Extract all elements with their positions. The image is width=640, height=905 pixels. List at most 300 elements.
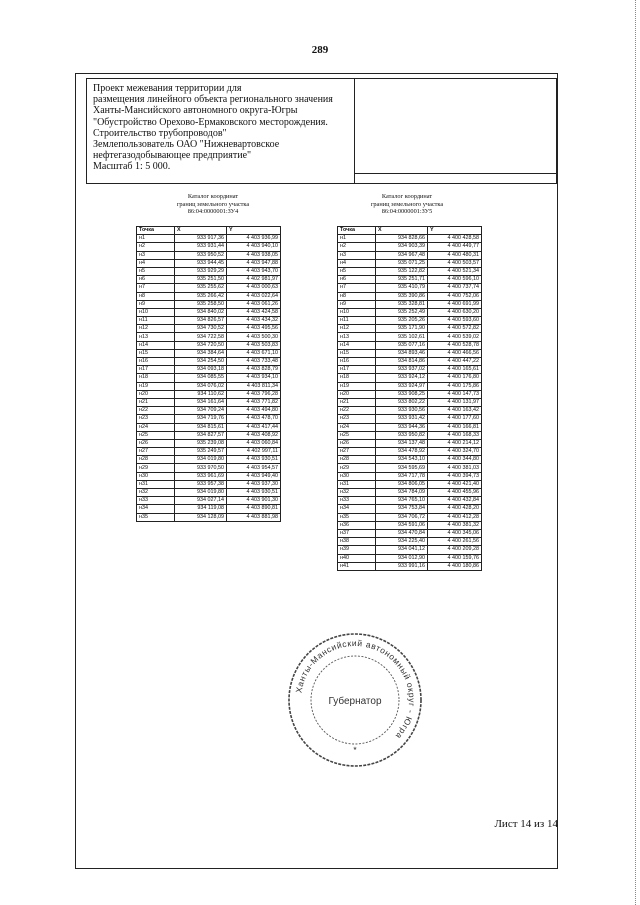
cell-point: н8 bbox=[338, 292, 376, 300]
cell-x: 933 924,12 bbox=[376, 374, 428, 382]
cell-point: н6 bbox=[338, 276, 376, 284]
cell-point: н17 bbox=[137, 366, 175, 374]
cell-point: н7 bbox=[338, 284, 376, 292]
cell-y: 4 403 937,30 bbox=[227, 480, 281, 488]
table-row bbox=[137, 448, 281, 456]
table-row bbox=[137, 366, 281, 374]
cell-x: 935 102,61 bbox=[376, 333, 428, 341]
table-row bbox=[137, 276, 281, 284]
cell-y: 4 400 345,06 bbox=[428, 529, 482, 537]
caption-line: 86:04:0000001:ЗУ5 bbox=[381, 208, 433, 216]
cell-point: н28 bbox=[137, 456, 175, 464]
cell-y: 4 400 261,56 bbox=[428, 538, 482, 546]
cell-x: 934 595,69 bbox=[376, 464, 428, 472]
cell-x: 933 917,36 bbox=[175, 235, 227, 243]
cell-x: 934 730,52 bbox=[175, 325, 227, 333]
header-y: Y bbox=[428, 227, 482, 235]
cell-y: 4 400 521,34 bbox=[428, 267, 482, 275]
cell-point: н27 bbox=[137, 448, 175, 456]
cell-point: н7 bbox=[137, 284, 175, 292]
cell-point: н38 bbox=[338, 538, 376, 546]
cell-x: 933 970,50 bbox=[175, 464, 227, 472]
cell-x: 934 720,50 bbox=[175, 341, 227, 349]
table-row bbox=[338, 423, 482, 431]
table-row bbox=[137, 374, 281, 382]
cell-y: 4 400 449,77 bbox=[428, 243, 482, 251]
cell-point: н17 bbox=[338, 366, 376, 374]
cell-y: 4 400 180,86 bbox=[428, 562, 482, 570]
table-row bbox=[338, 448, 482, 456]
cell-x: 934 591,06 bbox=[376, 521, 428, 529]
cell-y: 4 403 949,40 bbox=[227, 472, 281, 480]
cell-point: н30 bbox=[137, 472, 175, 480]
cell-point: н23 bbox=[338, 415, 376, 423]
cell-point: н35 bbox=[338, 513, 376, 521]
cell-point: н31 bbox=[137, 480, 175, 488]
table-row bbox=[137, 390, 281, 398]
cell-y: 4 400 421,40 bbox=[428, 480, 482, 488]
table-row bbox=[137, 292, 281, 300]
cell-point: н14 bbox=[137, 341, 175, 349]
table-row bbox=[338, 292, 482, 300]
cell-x: 935 255,62 bbox=[175, 284, 227, 292]
cell-point: н1 bbox=[137, 235, 175, 243]
table-row bbox=[137, 423, 281, 431]
table-row bbox=[338, 317, 482, 325]
cell-x: 934 814,86 bbox=[376, 358, 428, 366]
cell-x: 935 410,79 bbox=[376, 284, 428, 292]
cell-x: 934 093,18 bbox=[175, 366, 227, 374]
cell-y: 4 403 424,58 bbox=[227, 308, 281, 316]
title-line: Проект межевания территории для bbox=[93, 83, 242, 94]
cell-x: 933 802,22 bbox=[376, 398, 428, 406]
cell-point: н5 bbox=[338, 267, 376, 275]
cell-point: н34 bbox=[338, 505, 376, 513]
table-row bbox=[137, 407, 281, 415]
cell-point: н26 bbox=[137, 439, 175, 447]
cell-y: 4 400 168,33 bbox=[428, 431, 482, 439]
cell-y: 4 403 828,79 bbox=[227, 366, 281, 374]
cell-x: 934 470,84 bbox=[376, 529, 428, 537]
table-row bbox=[137, 341, 281, 349]
table-row bbox=[137, 382, 281, 390]
table-row bbox=[338, 349, 482, 357]
table-row bbox=[137, 464, 281, 472]
cell-point: н16 bbox=[338, 358, 376, 366]
cell-y: 4 400 447,22 bbox=[428, 358, 482, 366]
table-row bbox=[338, 407, 482, 415]
table-row bbox=[137, 398, 281, 406]
table-header-row bbox=[137, 227, 281, 235]
table-row bbox=[338, 276, 482, 284]
cell-y: 4 403 061,26 bbox=[227, 300, 281, 308]
cell-point: н18 bbox=[137, 374, 175, 382]
cell-point: н21 bbox=[137, 398, 175, 406]
cell-point: н9 bbox=[137, 300, 175, 308]
cell-y: 4 403 930,51 bbox=[227, 456, 281, 464]
cell-point: н19 bbox=[137, 382, 175, 390]
coordinate-table-left bbox=[136, 226, 281, 522]
table-row bbox=[338, 267, 482, 275]
cell-x: 934 753,84 bbox=[376, 505, 428, 513]
table-row bbox=[137, 243, 281, 251]
cell-point: н2 bbox=[338, 243, 376, 251]
cell-y: 4 400 572,82 bbox=[428, 325, 482, 333]
governor-seal-stamp bbox=[285, 630, 425, 770]
cell-point: н3 bbox=[338, 251, 376, 259]
table-row bbox=[137, 308, 281, 316]
table-row bbox=[137, 439, 281, 447]
cell-point: н32 bbox=[338, 489, 376, 497]
cell-point: н29 bbox=[137, 464, 175, 472]
cell-y: 4 403 417,44 bbox=[227, 423, 281, 431]
cell-point: н13 bbox=[338, 333, 376, 341]
cell-point: н19 bbox=[338, 382, 376, 390]
table-row bbox=[338, 398, 482, 406]
table-row bbox=[338, 497, 482, 505]
cell-x: 934 717,78 bbox=[376, 472, 428, 480]
cell-point: н11 bbox=[338, 317, 376, 325]
table-row bbox=[338, 259, 482, 267]
table-row bbox=[137, 325, 281, 333]
cell-point: н24 bbox=[338, 423, 376, 431]
cell-x: 934 012,90 bbox=[376, 554, 428, 562]
cell-point: н25 bbox=[137, 431, 175, 439]
title-line: Ханты-Мансийского автономного округа-Югры bbox=[93, 105, 298, 117]
cell-y: 4 400 593,60 bbox=[428, 317, 482, 325]
cell-x: 935 328,81 bbox=[376, 300, 428, 308]
cell-point: н33 bbox=[137, 497, 175, 505]
cell-y: 4 400 147,73 bbox=[428, 390, 482, 398]
caption-line: 86:04:0000001:ЗУ4 bbox=[187, 208, 239, 216]
cell-point: н20 bbox=[338, 390, 376, 398]
cell-y: 4 400 752,06 bbox=[428, 292, 482, 300]
cell-x: 933 929,29 bbox=[175, 267, 227, 275]
cell-point: н14 bbox=[338, 341, 376, 349]
cell-x: 934 893,46 bbox=[376, 349, 428, 357]
cell-y: 4 400 166,81 bbox=[428, 423, 482, 431]
cell-x: 933 931,44 bbox=[175, 243, 227, 251]
cell-point: н10 bbox=[338, 308, 376, 316]
table-row bbox=[338, 390, 482, 398]
cell-y: 4 403 494,80 bbox=[227, 407, 281, 415]
cell-x: 933 930,56 bbox=[376, 407, 428, 415]
cell-y: 4 403 000,63 bbox=[227, 284, 281, 292]
cell-y: 4 403 947,88 bbox=[227, 259, 281, 267]
cell-point: н22 bbox=[137, 407, 175, 415]
cell-y: 4 403 954,57 bbox=[227, 464, 281, 472]
cell-x: 934 827,57 bbox=[175, 431, 227, 439]
cell-y: 4 403 901,30 bbox=[227, 497, 281, 505]
table-row bbox=[338, 480, 482, 488]
sheet-label: Лист 14 из 14 bbox=[494, 818, 558, 830]
cell-point: н20 bbox=[137, 390, 175, 398]
cell-x: 934 254,50 bbox=[175, 358, 227, 366]
cell-x: 935 077,16 bbox=[376, 341, 428, 349]
cell-y: 4 403 434,32 bbox=[227, 317, 281, 325]
title-blank-area bbox=[355, 79, 556, 183]
table-row bbox=[137, 358, 281, 366]
cell-x: 934 119,08 bbox=[175, 505, 227, 513]
cell-y: 4 400 131,97 bbox=[428, 398, 482, 406]
cell-y: 4 403 940,10 bbox=[227, 243, 281, 251]
cell-point: н10 bbox=[137, 308, 175, 316]
cell-x: 933 908,25 bbox=[376, 390, 428, 398]
table-row bbox=[137, 513, 281, 521]
cell-point: н18 bbox=[338, 374, 376, 382]
cell-x: 934 137,48 bbox=[376, 439, 428, 447]
table-row bbox=[338, 431, 482, 439]
cell-x: 933 944,45 bbox=[175, 259, 227, 267]
table-row bbox=[137, 415, 281, 423]
cell-y: 4 400 176,80 bbox=[428, 374, 482, 382]
cell-point: н21 bbox=[338, 398, 376, 406]
cell-y: 4 400 466,56 bbox=[428, 349, 482, 357]
cell-x: 933 950,82 bbox=[376, 431, 428, 439]
catalog-caption-left bbox=[138, 193, 288, 216]
cell-x: 935 249,57 bbox=[175, 448, 227, 456]
cell-y: 4 403 495,56 bbox=[227, 325, 281, 333]
catalog-caption-right bbox=[332, 193, 482, 216]
cell-y: 4 403 500,30 bbox=[227, 333, 281, 341]
cell-y: 4 400 159,76 bbox=[428, 554, 482, 562]
cell-x: 933 931,42 bbox=[376, 415, 428, 423]
cell-x: 934 709,24 bbox=[175, 407, 227, 415]
cell-y: 4 403 938,05 bbox=[227, 251, 281, 259]
cell-point: н5 bbox=[137, 267, 175, 275]
cell-point: н37 bbox=[338, 529, 376, 537]
cell-x: 934 384,64 bbox=[175, 349, 227, 357]
cell-point: н4 bbox=[137, 259, 175, 267]
table-row bbox=[338, 382, 482, 390]
cell-x: 934 543,10 bbox=[376, 456, 428, 464]
cell-x: 934 826,57 bbox=[175, 317, 227, 325]
cell-y: 4 403 060,84 bbox=[227, 439, 281, 447]
cell-y: 4 400 177,60 bbox=[428, 415, 482, 423]
cell-point: н39 bbox=[338, 546, 376, 554]
header-x: X bbox=[376, 227, 428, 235]
cell-point: н2 bbox=[137, 243, 175, 251]
cell-y: 4 400 165,61 bbox=[428, 366, 482, 374]
table-row bbox=[338, 358, 482, 366]
cell-x: 934 828,66 bbox=[376, 235, 428, 243]
table-row bbox=[338, 489, 482, 497]
cell-y: 4 402 997,11 bbox=[227, 448, 281, 456]
cell-y: 4 403 408,92 bbox=[227, 431, 281, 439]
cell-x: 935 266,42 bbox=[175, 292, 227, 300]
cell-x: 934 161,64 bbox=[175, 398, 227, 406]
cell-point: н12 bbox=[137, 325, 175, 333]
cell-y: 4 403 936,99 bbox=[227, 235, 281, 243]
cell-x: 934 027,14 bbox=[175, 497, 227, 505]
table-row bbox=[338, 341, 482, 349]
table-row bbox=[137, 505, 281, 513]
title-line: Строительство трубопроводов" bbox=[93, 127, 227, 139]
cell-y: 4 403 796,28 bbox=[227, 390, 281, 398]
cell-x: 935 171,90 bbox=[376, 325, 428, 333]
cell-point: н30 bbox=[338, 472, 376, 480]
header-y: Y bbox=[227, 227, 281, 235]
cell-point: н41 bbox=[338, 562, 376, 570]
cell-y: 4 400 455,96 bbox=[428, 489, 482, 497]
cell-point: н35 bbox=[137, 513, 175, 521]
cell-y: 4 400 412,28 bbox=[428, 513, 482, 521]
cell-point: н33 bbox=[338, 497, 376, 505]
cell-y: 4 400 209,28 bbox=[428, 546, 482, 554]
table-row bbox=[338, 562, 482, 570]
cell-y: 4 400 737,74 bbox=[428, 284, 482, 292]
cell-point: н29 bbox=[338, 464, 376, 472]
cell-y: 4 403 478,70 bbox=[227, 415, 281, 423]
cell-y: 4 403 890,81 bbox=[227, 505, 281, 513]
table-row bbox=[137, 317, 281, 325]
cell-point: н16 bbox=[137, 358, 175, 366]
cell-point: н34 bbox=[137, 505, 175, 513]
table-row bbox=[137, 251, 281, 259]
table-row bbox=[137, 235, 281, 243]
cell-x: 934 225,40 bbox=[376, 538, 428, 546]
cell-y: 4 400 344,80 bbox=[428, 456, 482, 464]
cell-y: 4 400 163,42 bbox=[428, 407, 482, 415]
cell-x: 934 478,92 bbox=[376, 448, 428, 456]
table-row bbox=[338, 538, 482, 546]
cell-x: 935 122,82 bbox=[376, 267, 428, 275]
cell-x: 934 840,02 bbox=[175, 308, 227, 316]
cell-point: н28 bbox=[338, 456, 376, 464]
table-row bbox=[338, 308, 482, 316]
title-text bbox=[87, 79, 355, 183]
cell-y: 4 400 596,10 bbox=[428, 276, 482, 284]
cell-x: 934 806,05 bbox=[376, 480, 428, 488]
table-row bbox=[338, 521, 482, 529]
table-row bbox=[338, 333, 482, 341]
cell-point: н40 bbox=[338, 554, 376, 562]
cell-y: 4 400 432,84 bbox=[428, 497, 482, 505]
seal-ring-text: Ханты-Мансийский автономный округ - Югра bbox=[293, 637, 418, 742]
table-row bbox=[338, 456, 482, 464]
cell-y: 4 400 630,20 bbox=[428, 308, 482, 316]
table-row bbox=[137, 259, 281, 267]
page-edge-mark bbox=[635, 0, 638, 905]
cell-point: н12 bbox=[338, 325, 376, 333]
caption-line: границ земельного участка bbox=[176, 200, 250, 208]
table-row bbox=[338, 554, 482, 562]
table-row bbox=[338, 366, 482, 374]
cell-x: 934 019,80 bbox=[175, 489, 227, 497]
table-row bbox=[338, 325, 482, 333]
title-line: Землепользователь ОАО "Нижневартовское bbox=[93, 139, 280, 151]
cell-y: 4 403 934,10 bbox=[227, 374, 281, 382]
cell-y: 4 400 324,70 bbox=[428, 448, 482, 456]
table-header-row bbox=[338, 227, 482, 235]
cell-y: 4 403 771,82 bbox=[227, 398, 281, 406]
coordinate-table-right bbox=[337, 226, 482, 571]
cell-y: 4 403 881,98 bbox=[227, 513, 281, 521]
cell-x: 935 071,25 bbox=[376, 259, 428, 267]
cell-y: 4 403 022,64 bbox=[227, 292, 281, 300]
cell-point: н4 bbox=[338, 259, 376, 267]
table-row bbox=[338, 300, 482, 308]
cell-y: 4 400 381,03 bbox=[428, 464, 482, 472]
seal-star-icon: ★ bbox=[352, 747, 358, 752]
table-row bbox=[137, 456, 281, 464]
cell-x: 934 722,58 bbox=[175, 333, 227, 341]
cell-y: 4 403 943,70 bbox=[227, 267, 281, 275]
header-x: X bbox=[175, 227, 227, 235]
cell-y: 4 403 733,48 bbox=[227, 358, 281, 366]
cell-point: н36 bbox=[338, 521, 376, 529]
header-point: Точка bbox=[338, 227, 376, 235]
cell-x: 934 110,62 bbox=[175, 390, 227, 398]
table-row bbox=[338, 243, 482, 251]
header-point: Точка bbox=[137, 227, 175, 235]
cell-y: 4 400 503,57 bbox=[428, 259, 482, 267]
table-row bbox=[137, 497, 281, 505]
cell-x: 934 903,39 bbox=[376, 243, 428, 251]
title-line: нефтегазодобывающее предприятие" bbox=[93, 150, 252, 162]
cell-point: н32 bbox=[137, 489, 175, 497]
title-line: Масштаб 1: 5 000. bbox=[93, 161, 171, 173]
title-line: "Обустройство Орехово-Ермаковского месторождения. bbox=[93, 116, 328, 128]
cell-x: 933 950,52 bbox=[175, 251, 227, 259]
cell-point: н8 bbox=[137, 292, 175, 300]
cell-x: 935 258,50 bbox=[175, 300, 227, 308]
cell-y: 4 400 214,12 bbox=[428, 439, 482, 447]
cell-x: 934 765,10 bbox=[376, 497, 428, 505]
cell-x: 935 205,26 bbox=[376, 317, 428, 325]
table-row bbox=[137, 267, 281, 275]
cell-x: 934 041,12 bbox=[376, 546, 428, 554]
cell-point: н6 bbox=[137, 276, 175, 284]
cell-x: 933 991,16 bbox=[376, 562, 428, 570]
cell-y: 4 403 930,51 bbox=[227, 489, 281, 497]
cell-x: 933 944,36 bbox=[376, 423, 428, 431]
cell-x: 933 924,97 bbox=[376, 382, 428, 390]
cell-x: 934 719,76 bbox=[175, 415, 227, 423]
cell-y: 4 403 671,10 bbox=[227, 349, 281, 357]
caption-line: границ земельного участка bbox=[370, 200, 444, 208]
cell-y: 4 400 175,86 bbox=[428, 382, 482, 390]
table-row bbox=[338, 505, 482, 513]
cell-x: 934 815,61 bbox=[175, 423, 227, 431]
cell-y: 4 400 394,73 bbox=[428, 472, 482, 480]
table-row bbox=[137, 472, 281, 480]
cell-y: 4 402 981,97 bbox=[227, 276, 281, 284]
cell-x: 935 251,71 bbox=[376, 276, 428, 284]
cell-point: н26 bbox=[338, 439, 376, 447]
table-row bbox=[338, 284, 482, 292]
cell-point: н22 bbox=[338, 407, 376, 415]
cell-point: н27 bbox=[338, 448, 376, 456]
cell-point: н15 bbox=[338, 349, 376, 357]
table-row bbox=[137, 480, 281, 488]
cell-y: 4 400 539,02 bbox=[428, 333, 482, 341]
cell-x: 935 252,49 bbox=[376, 308, 428, 316]
cell-point: н13 bbox=[137, 333, 175, 341]
cell-point: н24 bbox=[137, 423, 175, 431]
table-row bbox=[137, 300, 281, 308]
cell-y: 4 403 503,83 bbox=[227, 341, 281, 349]
table-row bbox=[137, 333, 281, 341]
cell-point: н15 bbox=[137, 349, 175, 357]
table-row bbox=[338, 439, 482, 447]
cell-x: 934 784,09 bbox=[376, 489, 428, 497]
cell-x: 934 967,48 bbox=[376, 251, 428, 259]
table-row bbox=[137, 284, 281, 292]
cell-x: 934 706,72 bbox=[376, 513, 428, 521]
cell-point: н31 bbox=[338, 480, 376, 488]
cell-x: 933 957,38 bbox=[175, 480, 227, 488]
